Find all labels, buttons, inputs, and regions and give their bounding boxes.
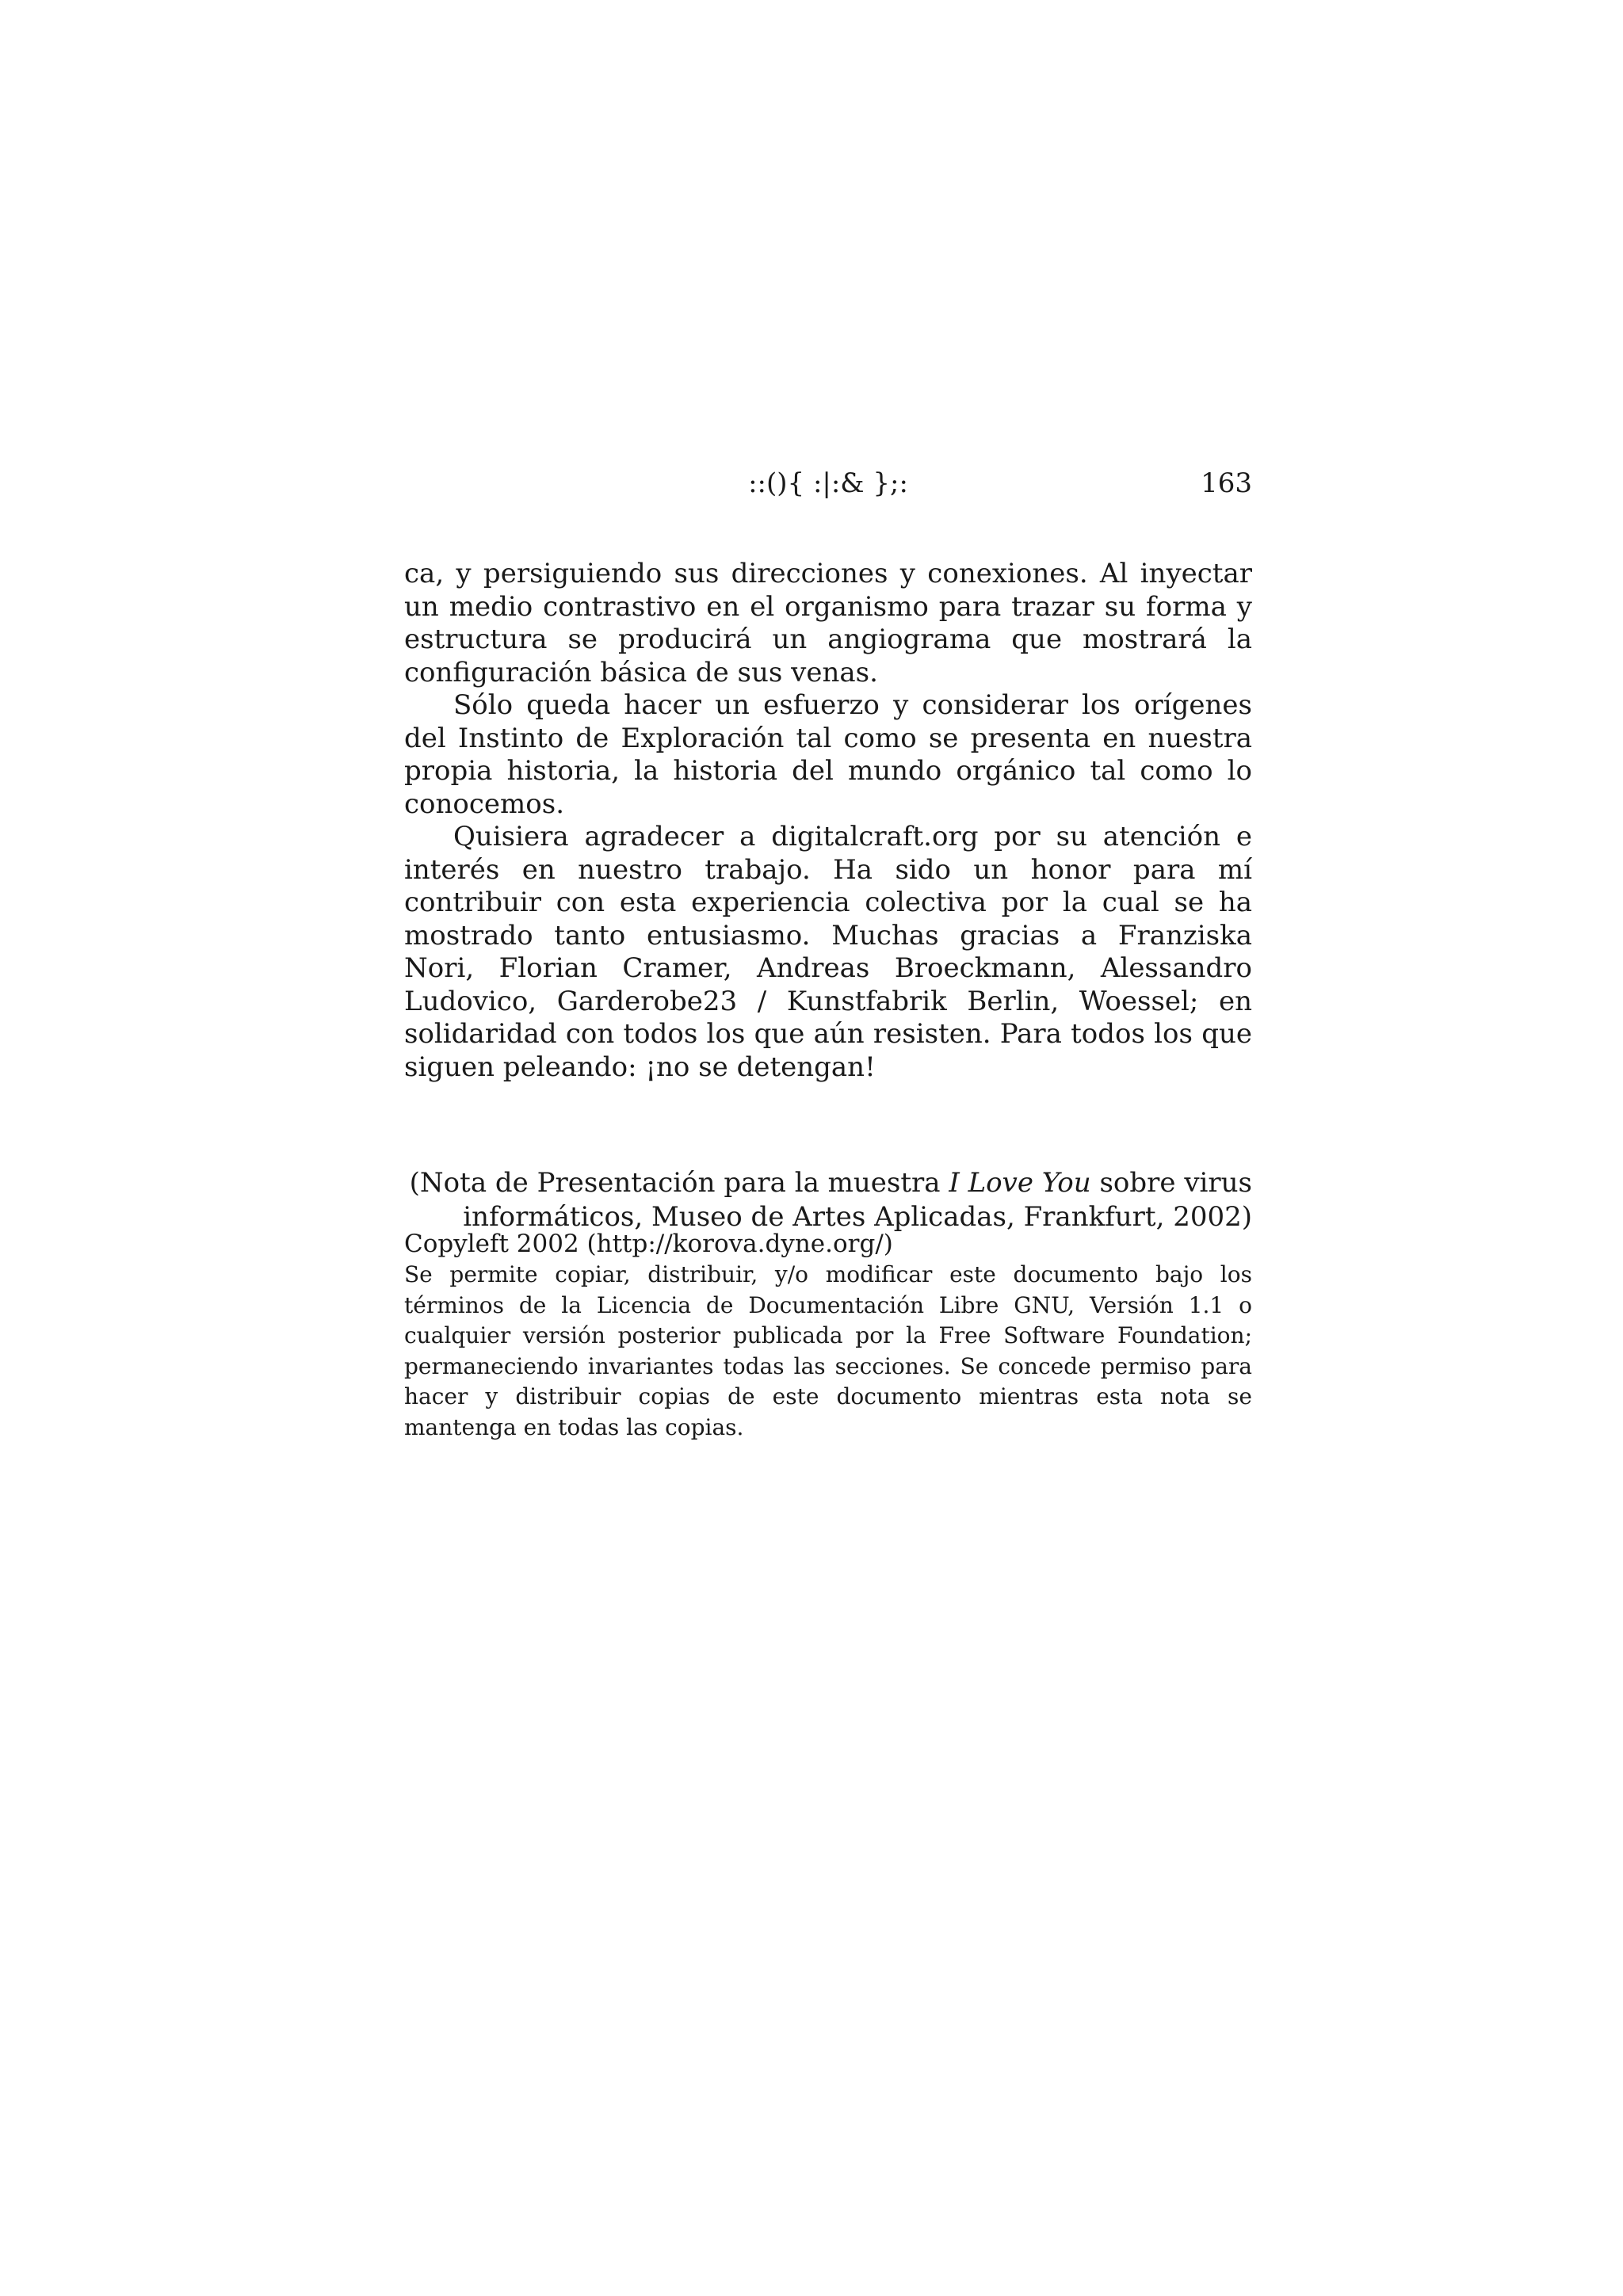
- body-text: [404, 558, 1252, 1084]
- copyleft-title: Copyleft 2002 (http://korova.dyne.org/): [404, 1230, 893, 1258]
- page-content: [404, 467, 1252, 1440]
- page-number: 163: [1201, 467, 1252, 499]
- copyleft-text: Se permite copiar, distribuir, y/o modificar este documento bajo los términos de la Licencia de Documentación Libre GNU, Versión 1.1 o cualquier versión posterior publicada por la Free Software Foundation; permaneciendo invariantes todas las secciones. Se concede permiso para hacer y distribuir copias de este documento mientras esta nota se mantenga en todas las copias.: [404, 1261, 1252, 1440]
- paragraph: ca, y persiguiendo sus direcciones y conexiones. Al inyectar un medio contrastivo en el organismo para trazar su forma y estructura se producirá un angiograma que mostrará la configuración básica de sus venas.: [404, 558, 1252, 688]
- exhibition-title: I Love You: [949, 1167, 1091, 1199]
- attribution-suffix: sobre virus: [1090, 1167, 1252, 1199]
- running-header: [404, 467, 1252, 512]
- paragraph: Quisiera agradecer a digitalcraft.org por su atención e interés en nuestro trabajo. Ha sido un honor para mí contribuir con esta experiencia colectiva por la cual se ha mostrado tanto entusiasmo. Muchas gracias a Franziska Nori, Florian Cramer, Andreas Broeckmann, Alessandro Ludovico, Garderobe23 / Kunstfabrik Berlin, Woessel; en solidaridad con todos los que aún resisten. Para todos los que siguen peleando: ¡no se detengan!: [404, 821, 1252, 1083]
- copyleft-notice: [404, 1228, 1252, 1443]
- attribution-line-2: informáticos, Museo de Artes Aplicadas, Frankfurt, 2002): [463, 1201, 1252, 1233]
- running-title: ::(){ :|:& };:: [748, 467, 908, 499]
- attribution-prefix: (Nota de Presentación para la muestra: [409, 1167, 949, 1199]
- attribution-line-1: [404, 1166, 1252, 1200]
- paragraph: Sólo queda hacer un esfuerzo y considerar los orígenes del Instinto de Exploración tal como se presenta en nuestra propia historia, la historia del mundo orgánico tal como lo conocemos.: [404, 689, 1252, 820]
- attribution-note: [404, 1166, 1252, 1234]
